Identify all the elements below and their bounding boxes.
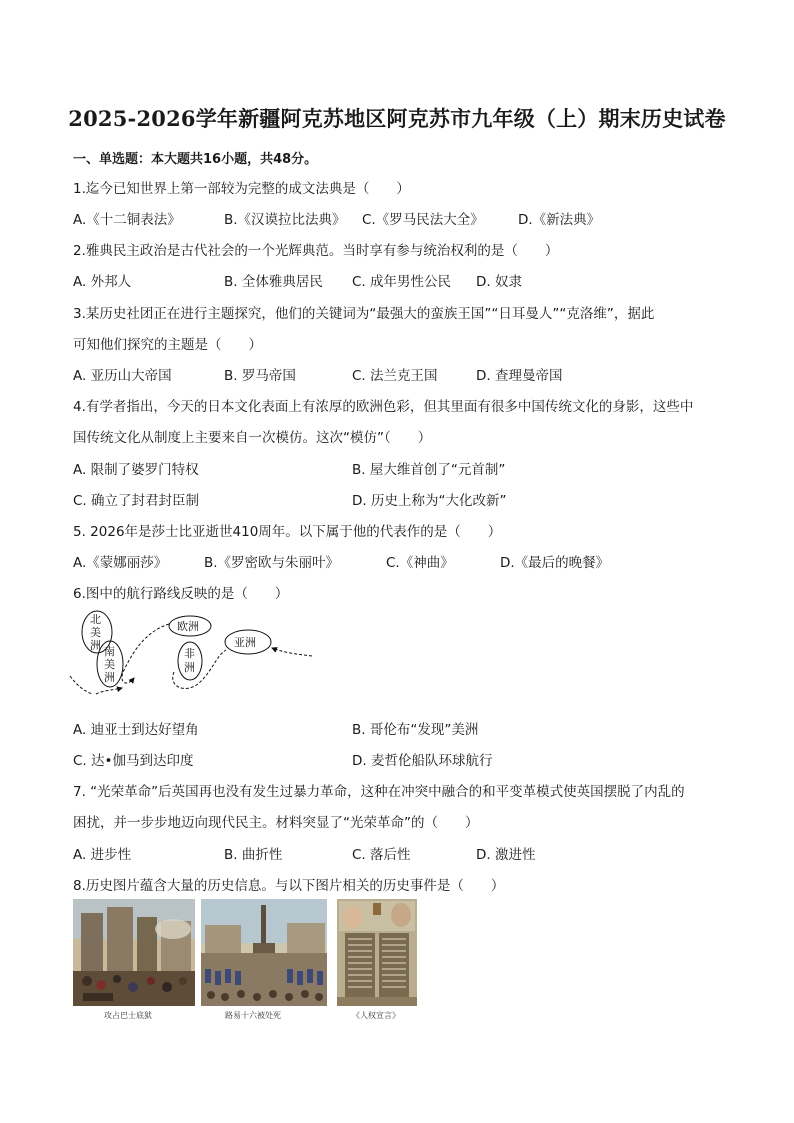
q4-option-d[interactable]: D. 历史上称为“大化改新”	[352, 493, 507, 509]
q2-option-c[interactable]: C. 成年男性公民	[352, 274, 452, 290]
q6-stem: 6.图中的航行路线反映的是（ ）	[73, 586, 289, 602]
north-america-char-1: 北	[90, 613, 101, 626]
q7-option-d[interactable]: D. 激进性	[476, 847, 536, 863]
north-america-char-3: 洲	[90, 639, 101, 652]
caption-declaration: 《人权宣言》	[352, 1011, 400, 1020]
south-america-char-2: 美	[104, 658, 115, 671]
voyage-route-map	[66, 606, 316, 706]
q4-stem-line2: 国传统文化从制度上主要来自一次模仿。这次“模仿”（ ）	[73, 430, 432, 446]
q7-option-c[interactable]: C. 落后性	[352, 847, 411, 863]
route-around-africa	[173, 650, 226, 688]
q1-option-a[interactable]: A.《十二铜表法》	[73, 212, 181, 228]
q3-stem-line2: 可知他们探究的主题是（ ）	[73, 337, 262, 353]
route-southwest	[96, 688, 122, 694]
q7-stem-line1: 7. “光荣革命”后英国再也没有发生过暴力革命，这种在冲突中融合的和平变革模式使英国摆脱了内乱的	[73, 784, 685, 800]
q4-option-c[interactable]: C. 确立了封君封臣制	[73, 493, 200, 509]
q4-stem-line1: 4.有学者指出，今天的日本文化表面上有浓厚的欧洲色彩，但其里面有很多中国传统文化的身影，这些中	[73, 399, 694, 415]
q1-option-b[interactable]: B.《汉谟拉比法典》	[224, 212, 346, 228]
q7-option-b[interactable]: B. 曲折性	[224, 847, 283, 863]
q7-stem-line2: 困扰，并一步步地迈向现代民主。材料突显了“光荣革命”的（ ）	[73, 815, 479, 831]
q4-option-b[interactable]: B. 屋大维首创了“元首制”	[352, 462, 506, 478]
bastille-painting	[73, 899, 195, 1006]
q3-option-a[interactable]: A. 亚历山大帝国	[73, 368, 172, 384]
q5-option-c[interactable]: C.《神曲》	[386, 555, 454, 571]
q2-stem: 2.雅典民主政治是古代社会的一个光辉典范。当时享有参与统治权利的是（ ）	[73, 243, 559, 259]
exam-title: 2025-2026学年新疆阿克苏地区阿克苏市九年级（上）期末历史试卷	[68, 106, 726, 131]
q5-stem: 5. 2026年是莎士比亚逝世410周年。以下属于他的代表作的是（ ）	[73, 524, 502, 540]
africa-char-1: 非	[184, 647, 195, 660]
q7-option-a[interactable]: A. 进步性	[73, 847, 132, 863]
q3-option-c[interactable]: C. 法兰克王国	[352, 368, 438, 384]
q2-option-a[interactable]: A. 外邦人	[73, 274, 132, 290]
q2-option-b[interactable]: B. 全体雅典居民	[224, 274, 323, 290]
q5-option-d[interactable]: D.《最后的晚餐》	[500, 555, 610, 571]
declaration-painting	[337, 899, 417, 1006]
q3-stem-line1: 3.某历史社团正在进行主题探究，他们的关键词为“最强大的蛮族王国”“日耳曼人”“克洛维”，据此	[73, 306, 655, 322]
q5-option-b[interactable]: B.《罗密欧与朱丽叶》	[204, 555, 340, 571]
q1-stem: 1.迄今已知世界上第一部较为完整的成文法典是（ ）	[73, 181, 410, 197]
section-heading: 一、单选题：本大题共16小题，共48分。	[73, 152, 318, 167]
q6-option-b[interactable]: B. 哥伦布“发现”美洲	[352, 722, 479, 738]
route-west-tail	[70, 676, 92, 694]
africa-char-2: 洲	[184, 661, 195, 674]
europe-label: 欧洲	[177, 620, 199, 633]
q1-option-c[interactable]: C.《罗马民法大全》	[362, 212, 484, 228]
q1-option-d[interactable]: D.《新法典》	[518, 212, 601, 228]
asia-label: 亚洲	[234, 636, 256, 649]
q6-option-a[interactable]: A. 迪亚士到达好望角	[73, 722, 199, 738]
q5-option-a[interactable]: A.《蒙娜丽莎》	[73, 555, 168, 571]
route-from-east	[272, 648, 312, 656]
q8-stem: 8.历史图片蕴含大量的历史信息。与以下图片相关的历史事件是（ ）	[73, 878, 505, 894]
execution-painting	[201, 899, 327, 1006]
q3-option-b[interactable]: B. 罗马帝国	[224, 368, 296, 384]
q6-option-d[interactable]: D. 麦哲伦船队环球航行	[352, 753, 493, 769]
route-outbound	[122, 624, 169, 683]
q2-option-d[interactable]: D. 奴隶	[476, 274, 522, 290]
caption-bastille: 攻占巴士底狱	[104, 1011, 152, 1020]
q4-option-a[interactable]: A. 限制了婆罗门特权	[73, 462, 199, 478]
q3-option-d[interactable]: D. 查理曼帝国	[476, 368, 563, 384]
q6-option-c[interactable]: C. 达•伽马到达印度	[73, 753, 194, 769]
south-america-char-3: 洲	[104, 671, 115, 684]
caption-execution: 路易十六被处死	[225, 1011, 281, 1020]
south-america-char-1: 南	[104, 645, 115, 658]
north-america-char-2: 美	[90, 626, 101, 639]
